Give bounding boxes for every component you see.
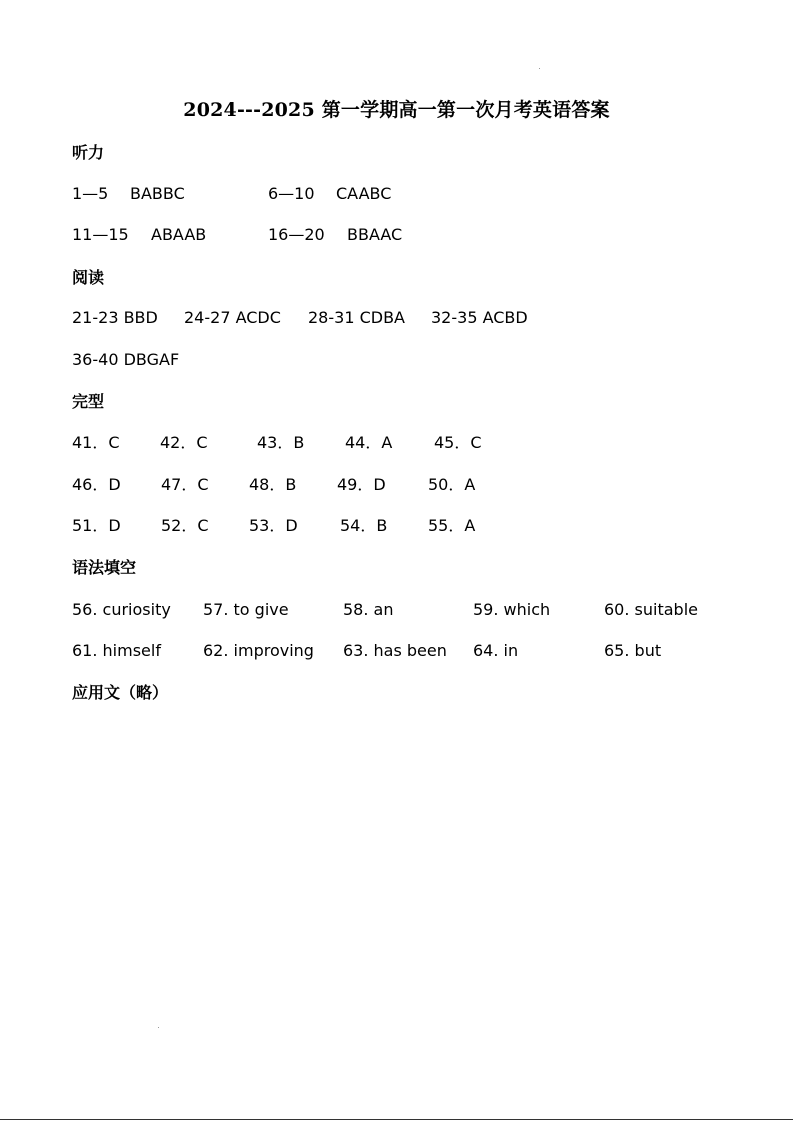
reading-answer: 21-23 BBD <box>72 308 158 327</box>
grammar-answer: 57. to give <box>203 600 289 619</box>
cloze-answer: 49．D <box>337 475 386 494</box>
writing-heading: 应用文（略） <box>72 683 169 702</box>
listening-answers: ABAAB <box>151 225 207 244</box>
grammar-answer: 59. which <box>473 600 551 619</box>
cloze-answer: 51．D <box>72 516 121 535</box>
listening-answers: BBAAC <box>347 225 403 244</box>
listening-answers: CAABC <box>336 184 392 203</box>
grammar-answer: 62. improving <box>203 641 314 660</box>
grammar-answer: 63. has been <box>343 641 447 660</box>
document-title: 2024---2025 第一学期高一第一次月考英语答案 <box>183 99 610 121</box>
listening-range: 1—5 <box>72 184 109 203</box>
cloze-answer: 43．B <box>257 433 305 452</box>
reading-answer: 28-31 CDBA <box>308 308 405 327</box>
listening-range: 16—20 <box>268 225 325 244</box>
cloze-heading: 完型 <box>72 392 105 411</box>
grammar-answer: 56. curiosity <box>72 600 171 619</box>
cloze-answer: 53．D <box>249 516 298 535</box>
listening-range: 11—15 <box>72 225 129 244</box>
grammar-answer: 65. but <box>604 641 662 660</box>
cloze-answer: 47．C <box>161 475 209 494</box>
cloze-answer: 44．A <box>345 433 393 452</box>
listening-heading: 听力 <box>72 143 105 162</box>
reading-heading: 阅读 <box>72 268 105 287</box>
reading-answer: 32-35 ACBD <box>431 308 528 327</box>
grammar-heading: 语法填空 <box>72 558 137 577</box>
reading-answer: 24-27 ACDC <box>184 308 281 327</box>
cloze-answer: 46．D <box>72 475 121 494</box>
page-bottom-rule <box>0 1119 793 1120</box>
grammar-answer: 60. suitable <box>604 600 698 619</box>
scan-speck <box>539 68 540 69</box>
grammar-answer: 64. in <box>473 641 519 660</box>
cloze-answer: 55．A <box>428 516 476 535</box>
cloze-answer: 54．B <box>340 516 388 535</box>
cloze-answer: 41．C <box>72 433 120 452</box>
cloze-answer: 45．C <box>434 433 482 452</box>
listening-range: 6—10 <box>268 184 315 203</box>
cloze-answer: 48．B <box>249 475 297 494</box>
reading-answer: 36-40 DBGAF <box>72 350 180 369</box>
cloze-answer: 42．C <box>160 433 208 452</box>
grammar-answer: 61. himself <box>72 641 161 660</box>
listening-answers: BABBC <box>130 184 185 203</box>
cloze-answer: 50．A <box>428 475 476 494</box>
grammar-answer: 58. an <box>343 600 394 619</box>
scan-speck <box>158 1027 159 1028</box>
cloze-answer: 52．C <box>161 516 209 535</box>
